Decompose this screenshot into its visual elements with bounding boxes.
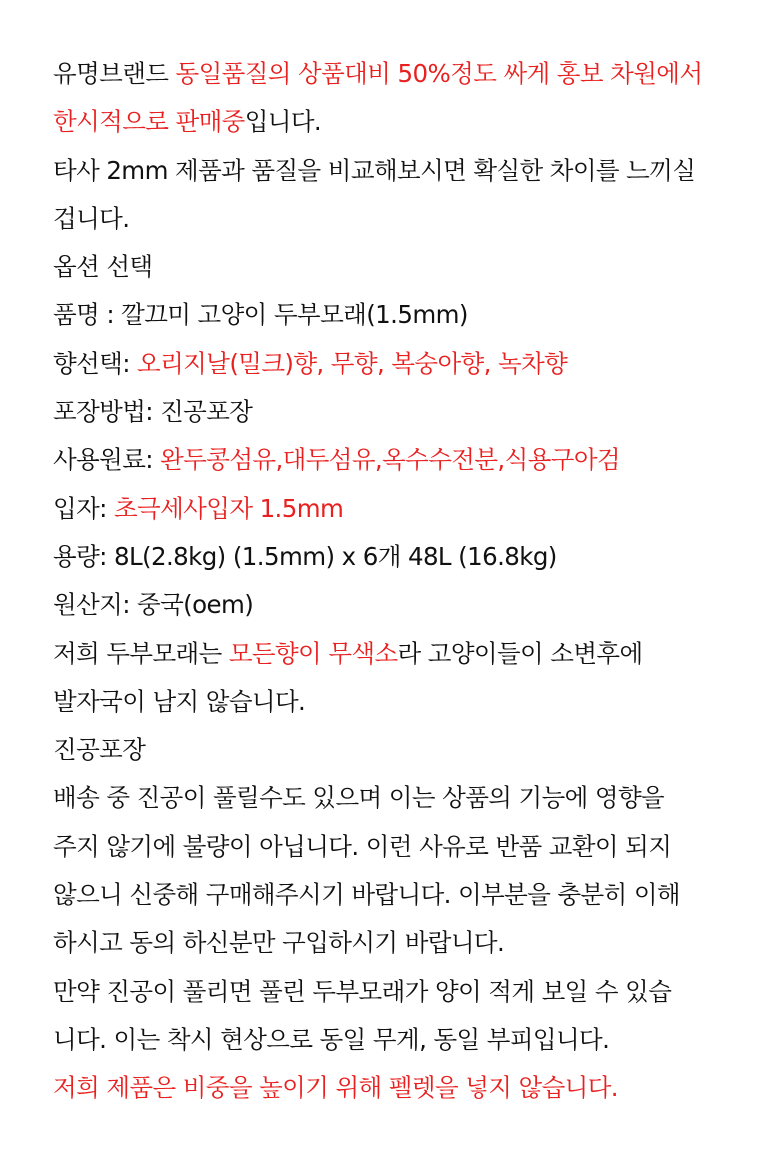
text-line [53, 678, 753, 726]
body-text: 포장방법: 진공포장 [53, 397, 253, 427]
body-text: 입자: [53, 493, 114, 523]
text-line [53, 243, 753, 291]
body-text: 타사 2mm 제품과 품질을 비교해보시면 확실한 차이를 느끼실 [53, 155, 696, 185]
highlight-text: 모든향이 무색소 [228, 638, 398, 668]
text-line [53, 968, 753, 1016]
highlight-text: 완두콩섬유,대두섬유,옥수수전분,식용구아검 [160, 445, 620, 475]
body-text: 겁니다. [53, 203, 130, 233]
text-line [53, 630, 753, 678]
text-line [53, 581, 753, 629]
text-line [53, 774, 753, 822]
body-text: 품명 : 깔끄미 고양이 두부모래(1.5mm) [53, 300, 468, 330]
body-text: 주지 않기에 불량이 아닙니다. 이런 사유로 반품 교환이 되지 [53, 831, 672, 861]
body-text: 유명브랜드 [53, 59, 176, 88]
text-line [53, 726, 753, 774]
body-text: 진공포장 [53, 735, 146, 765]
body-text: 용량: 8L(2.8kg) (1.5mm) x 6개 48L (16.8kg) [53, 541, 557, 571]
highlight-text: 저희 제품은 비중을 높이기 위해 펠렛을 넣지 않습니다. [53, 1073, 618, 1103]
text-line [53, 533, 753, 581]
text-line [53, 340, 753, 388]
text-line [53, 1016, 753, 1064]
highlight-text: 오리지날(밀크)향, 무향, 복숭아향, 녹차향 [137, 348, 568, 378]
body-text: 니다. 이는 착시 현상으로 동일 무게, 동일 부피입니다. [53, 1024, 610, 1054]
highlight-text: 초극세사입자 1.5mm [113, 493, 344, 523]
text-line [53, 436, 753, 484]
product-description [53, 50, 753, 1113]
body-text: 원산지: 중국(oem) [53, 590, 254, 620]
text-line [53, 485, 753, 533]
text-line [53, 919, 753, 967]
text-line [53, 823, 753, 871]
body-text: 사용원료: [53, 445, 161, 475]
body-text: 만약 진공이 풀리면 풀린 두부모래가 양이 적게 보일 수 있습 [53, 976, 672, 1006]
body-text: 발자국이 남지 않습니다. [53, 686, 306, 716]
body-text: 않으니 신중해 구매해주시기 바랍니다. 이부분을 충분히 이해 [53, 880, 680, 910]
body-text: 하시고 동의 하신분만 구입하시기 바랍니다. [53, 928, 505, 958]
text-line [53, 50, 753, 98]
highlight-text: 동일품질의 상품대비 50%정도 싸게 홍보 차원에서 [175, 59, 703, 88]
body-text: 입니다. [244, 107, 322, 137]
body-text: 향선택: [53, 348, 138, 378]
body-text: 라 고양이들이 소변후에 [397, 638, 643, 668]
body-text: 저희 두부모래는 [53, 638, 229, 668]
text-line [53, 195, 753, 243]
text-line [53, 1064, 753, 1112]
body-text: 배송 중 진공이 풀릴수도 있으며 이는 상품의 기능에 영향을 [53, 783, 665, 813]
highlight-text: 한시적으로 판매중 [53, 107, 245, 137]
text-line [53, 291, 753, 339]
text-line [53, 98, 753, 146]
text-line [53, 871, 753, 919]
text-line [53, 388, 753, 436]
body-text: 옵션 선택 [53, 252, 153, 282]
text-line [53, 147, 753, 195]
